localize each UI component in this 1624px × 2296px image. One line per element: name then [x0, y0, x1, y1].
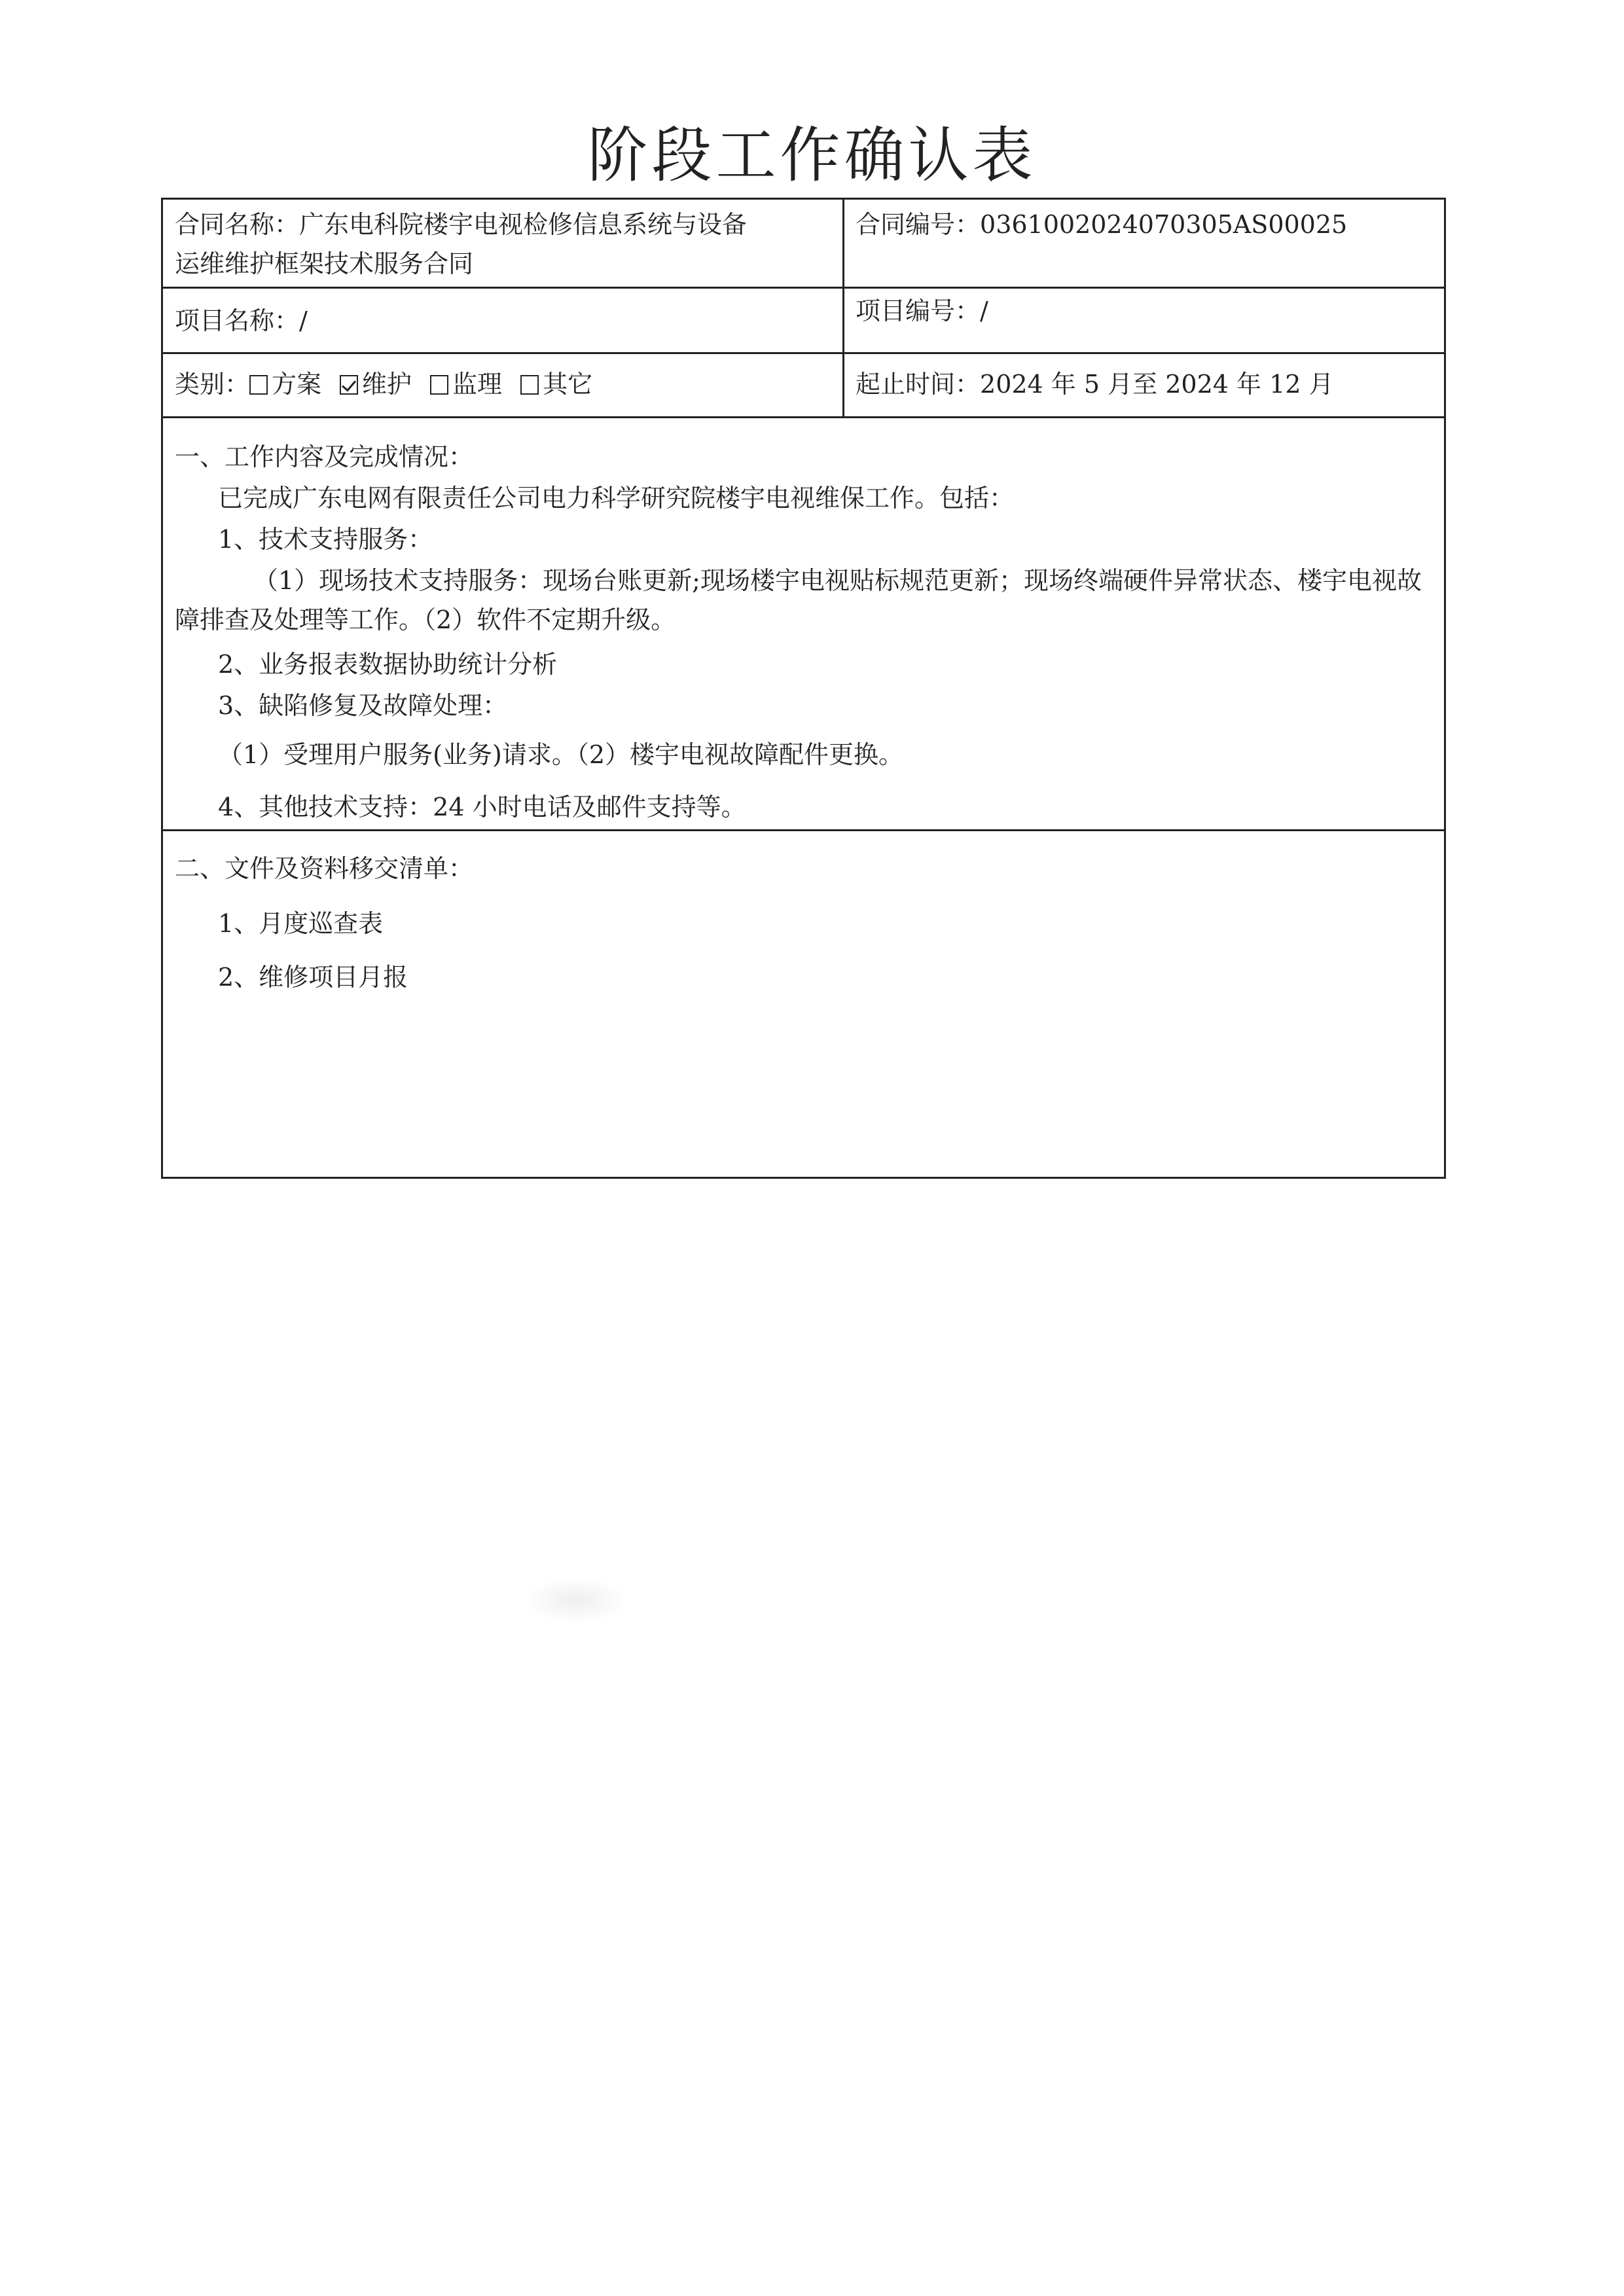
- checked-checkbox-icon: [340, 375, 358, 395]
- row-divider: [163, 352, 1444, 354]
- section2-item: 1、月度巡查表: [218, 909, 384, 938]
- column-divider: [842, 200, 844, 416]
- project-name-value: /: [299, 306, 308, 335]
- contract-name-line2: 运维维护框架技术服务合同: [175, 249, 474, 278]
- project-name-label: 项目名称：: [175, 306, 300, 335]
- page-title: 阶段工作确认表: [587, 120, 1037, 190]
- period-cell: [856, 365, 1432, 404]
- scan-smudge: [524, 1577, 628, 1623]
- project-no-label: 项目编号：: [856, 296, 981, 325]
- category-option-other: [520, 370, 592, 399]
- contract-name-line1: 广东电科院楼宇电视检修信息系统与设备: [299, 210, 748, 239]
- category-option-label: 监理: [452, 370, 503, 399]
- period-label: 起止时间：: [856, 370, 981, 399]
- category-option-plan: [249, 370, 321, 399]
- section1-item1-detail: （1）现场技术支持服务：现场台账更新;现场楼宇电视贴标规范更新；现场终端硬件异常状态、楼宇电视故障排查及处理等工作。（2）软件不定期升级。: [175, 566, 1422, 634]
- section1-item1: 1、技术支持服务：: [218, 525, 433, 554]
- section1-heading: 一、工作内容及完成情况：: [175, 442, 474, 471]
- checkbox-icon: [430, 375, 448, 395]
- row-divider: [163, 829, 1444, 831]
- contract-no-cell: [856, 205, 1432, 244]
- contract-no-label: 合同编号：: [856, 210, 981, 239]
- project-name-cell: [175, 301, 836, 340]
- section1-item2: 2、业务报表数据协助统计分析: [218, 650, 558, 679]
- checkbox-icon: [520, 375, 539, 395]
- contract-name-cell: [175, 205, 836, 283]
- category-option-label: 其它: [543, 370, 593, 399]
- project-no-cell: [856, 291, 1432, 331]
- period-value: 2024 年 5 月至 2024 年 12 月: [980, 370, 1334, 399]
- contract-no-value: 0361002024070305AS00025: [980, 210, 1348, 239]
- row-divider: [163, 287, 1444, 289]
- confirmation-form-table: [161, 198, 1446, 1179]
- section2-item: 2、维修项目月报: [218, 963, 408, 992]
- section1-intro: 已完成广东电网有限责任公司电力科学研究院楼宇电视维保工作。包括：: [218, 484, 1015, 512]
- category-cell: [175, 365, 836, 404]
- project-no-value: /: [980, 296, 988, 325]
- category-option-label: 维护: [362, 370, 412, 399]
- category-label: 类别：: [175, 370, 250, 399]
- section1-item3-detail: （1）受理用户服务(业务)请求。（2）楼宇电视故障配件更换。: [218, 740, 904, 769]
- checkbox-icon: [249, 375, 268, 395]
- row-divider: [163, 416, 1444, 418]
- contract-name-label: 合同名称：: [175, 210, 300, 239]
- category-option-maintenance: [340, 370, 412, 399]
- category-option-label: 方案: [272, 370, 322, 399]
- section1-item3: 3、缺陷修复及故障处理：: [218, 691, 508, 720]
- section1-item4: 4、其他技术支持：24 小时电话及邮件支持等。: [218, 793, 746, 821]
- section2-heading: 二、文件及资料移交清单：: [175, 854, 474, 883]
- category-option-supervision: [430, 370, 502, 399]
